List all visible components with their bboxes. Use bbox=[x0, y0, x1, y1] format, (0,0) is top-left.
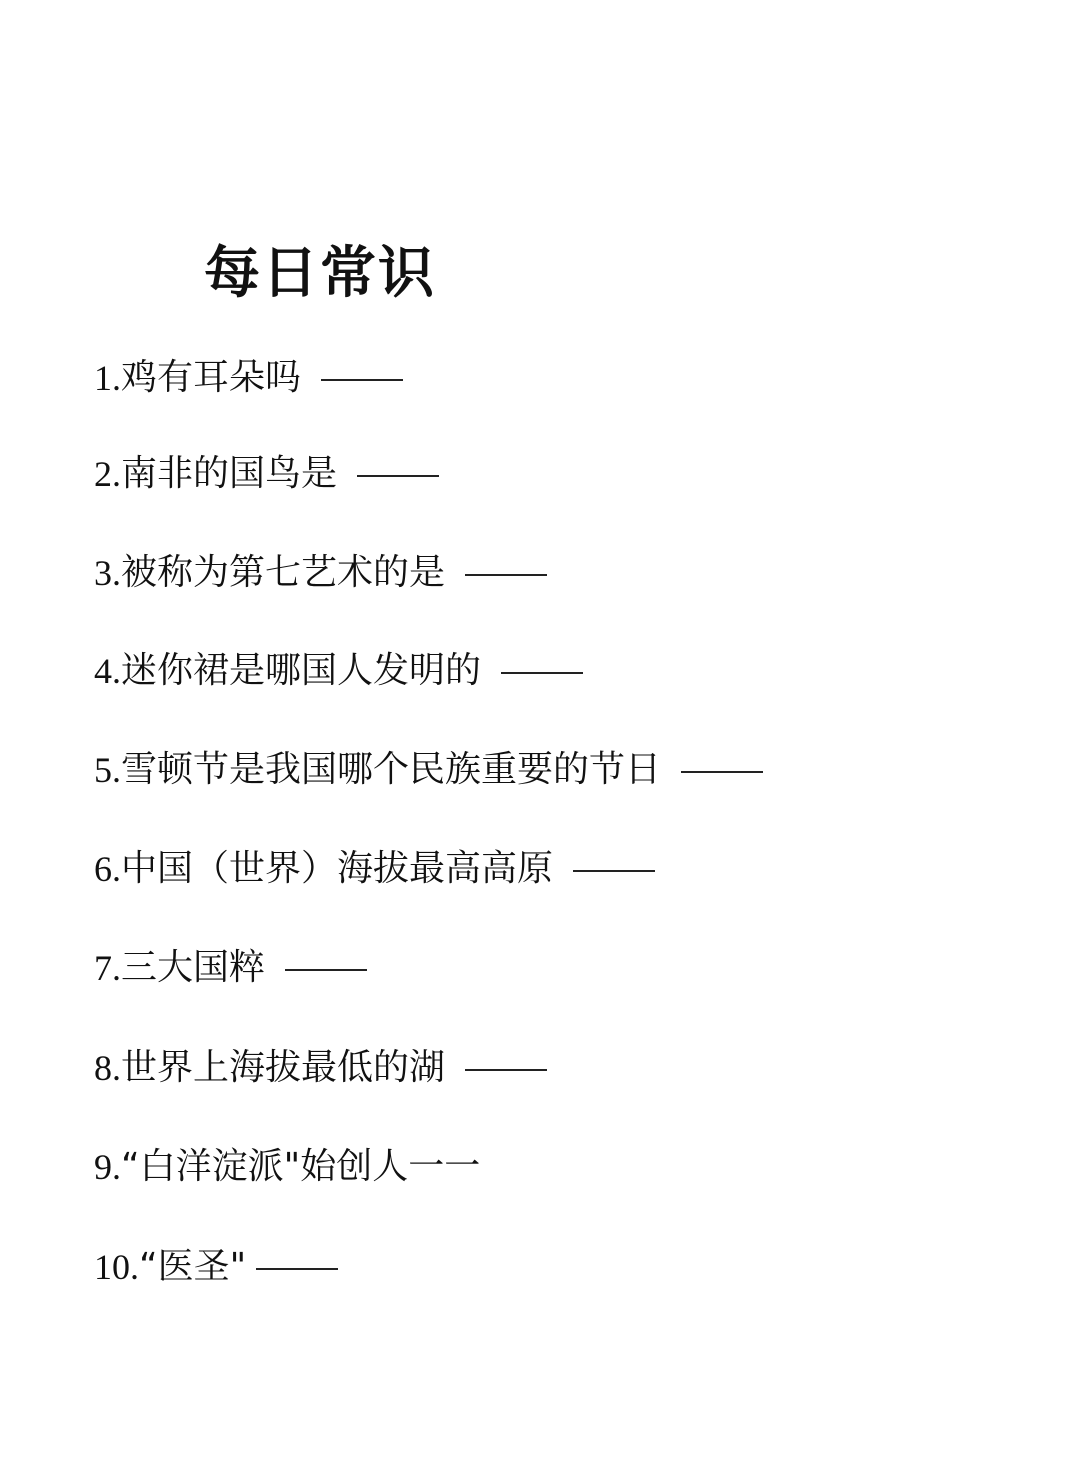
question-number: 1. bbox=[94, 358, 121, 398]
question-number: 3. bbox=[94, 553, 121, 593]
question-number: 9. bbox=[94, 1147, 121, 1187]
question-text: 世界上海拔最低的湖 bbox=[121, 1047, 446, 1088]
question-text: 被称为第七艺术的是 bbox=[121, 552, 446, 593]
question-number: 10. bbox=[94, 1247, 139, 1287]
question-item-10 bbox=[94, 1239, 338, 1295]
question-number: 4. bbox=[94, 651, 121, 691]
question-text: “医圣" bbox=[139, 1246, 247, 1287]
question-number: 6. bbox=[94, 849, 121, 889]
question-text: 雪顿节是我国哪个民族重要的节日 bbox=[121, 749, 662, 790]
question-item-8 bbox=[94, 1040, 547, 1096]
question-item-5 bbox=[94, 742, 763, 798]
question-item-4 bbox=[94, 643, 583, 699]
question-text: 迷你裙是哪国人发明的 bbox=[121, 650, 482, 691]
question-text: “白洋淀派"始创人一一 bbox=[121, 1146, 481, 1187]
question-number: 2. bbox=[94, 454, 121, 494]
question-item-9 bbox=[94, 1139, 480, 1195]
answer-blank-line bbox=[285, 969, 367, 971]
question-item-2 bbox=[94, 446, 439, 502]
page-title: 每日常识 bbox=[204, 241, 436, 306]
question-item-7 bbox=[94, 940, 367, 996]
question-item-6 bbox=[94, 841, 655, 897]
answer-blank-line bbox=[465, 1069, 547, 1071]
answer-blank-line bbox=[321, 379, 403, 381]
answer-blank-line bbox=[465, 574, 547, 576]
answer-blank-line bbox=[357, 475, 439, 477]
question-text: 三大国粹 bbox=[121, 947, 266, 988]
answer-blank-line bbox=[256, 1268, 338, 1270]
question-number: 5. bbox=[94, 750, 121, 790]
answer-blank-line bbox=[681, 771, 763, 773]
answer-blank-line bbox=[501, 672, 583, 674]
question-text: 南非的国鸟是 bbox=[121, 453, 338, 494]
answer-blank-line bbox=[573, 870, 655, 872]
question-item-3 bbox=[94, 545, 547, 601]
question-number: 7. bbox=[94, 948, 121, 988]
question-item-1 bbox=[94, 350, 403, 406]
question-text: 鸡有耳朵吗 bbox=[121, 357, 302, 398]
question-text: 中国（世界）海拔最高高原 bbox=[121, 848, 554, 889]
question-number: 8. bbox=[94, 1048, 121, 1088]
